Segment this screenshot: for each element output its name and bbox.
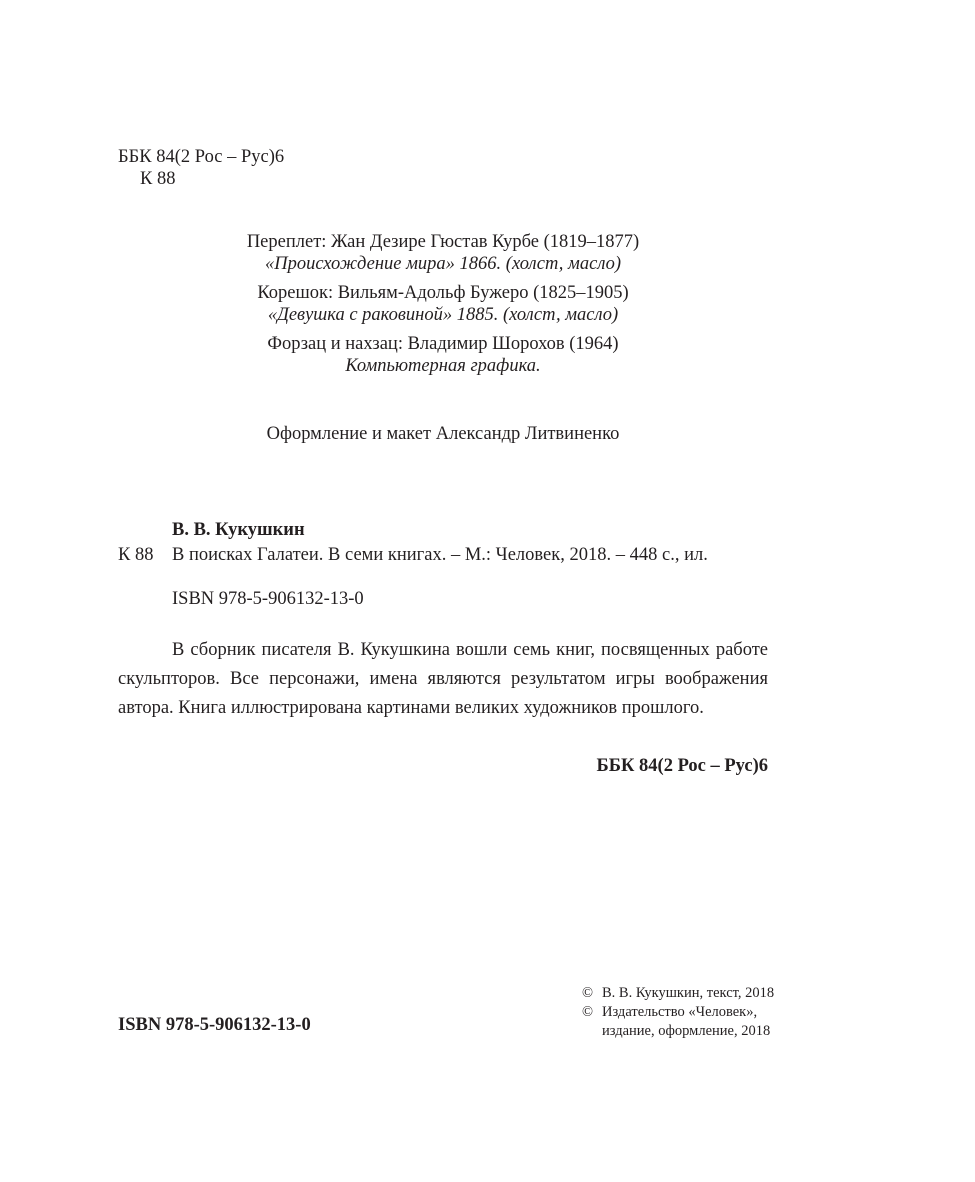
endpapers-credit: Форзац и нахзац: Владимир Шорохов (1964) — [267, 334, 619, 354]
spine-credit: Корешок: Вильям-Адольф Бужеро (1825–1905) — [257, 283, 629, 303]
annotation-paragraph: В сборник писателя В. Кукушкина вошли семь книг, посвященных работе скульпторов. Все персонажи, имена являются результатом игры воображения автора. Книга иллюстрирована картинами великих художников прошлого. — [118, 640, 768, 718]
binding-credit: Переплет: Жан Дезире Гюстав Курбе (1819–1877) — [246, 232, 640, 252]
spine-work: «Девушка с раковиной» 1885. (холст, масло) — [267, 305, 619, 325]
bbk-index-bottom: ББК 84(2 Рос – Рус)6 — [596, 756, 768, 776]
catalog-isbn: ISBN 978-5-906132-13-0 — [172, 589, 364, 609]
binding-work: «Происхождение мира» 1866. (холст, масло) — [264, 254, 622, 274]
copyright-symbol: © — [582, 1004, 594, 1020]
endpapers-work: Компьютерная графика. — [345, 356, 541, 376]
copyright-publisher-line1: Издательство «Человек», — [602, 1004, 758, 1020]
bbk-index-top: ББК 84(2 Рос – Рус)6 — [118, 147, 285, 167]
copyright-publisher-continued — [582, 1022, 770, 1041]
copyright-publisher — [582, 1003, 757, 1022]
catalog-author-sign: К 88 — [118, 545, 154, 565]
bibliographic-record: В поисках Галатеи. В семи книгах. – М.: Человек, 2018. – 448 с., ил. — [172, 545, 708, 565]
copyright-author-text: В. В. Кукушкин, текст, 2018 — [602, 985, 775, 1001]
design-credit: Оформление и макет Александр Литвиненко — [266, 424, 620, 444]
author-sign-top: К 88 — [140, 169, 176, 189]
copyright-publisher-line2: издание, оформление, 2018 — [602, 1023, 771, 1039]
isbn-bottom: ISBN 978-5-906132-13-0 — [118, 1015, 311, 1035]
catalog-author: В. В. Кукушкин — [172, 520, 305, 540]
copyright-author — [582, 984, 774, 1003]
copyright-symbol: © — [582, 985, 594, 1001]
